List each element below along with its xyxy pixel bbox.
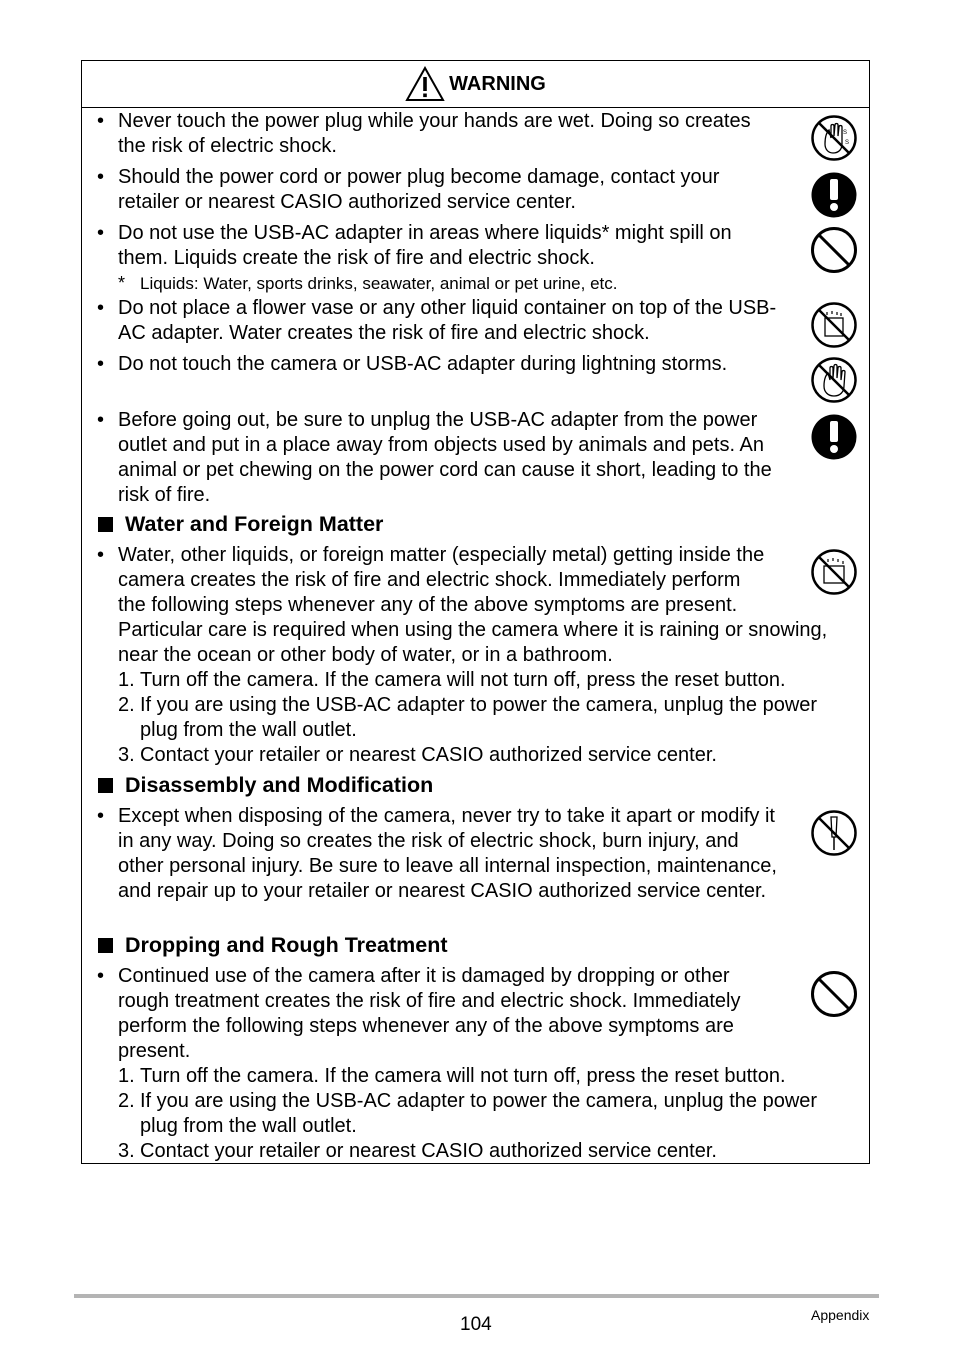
warning-box (81, 60, 870, 1164)
svg-text:S: S (843, 130, 848, 136)
footnote: Liquids: Water, sports drinks, seawater, animal or pet urine, etc. (140, 274, 618, 293)
step-item (118, 743, 858, 768)
section-heading (98, 931, 448, 959)
footer-divider (74, 1294, 879, 1298)
section-text-body: Water, other liquids, or foreign matter (especially metal) getting inside the camera creates the risk of fire and electric shock. Immediately perform the following steps whenever any of the above symptoms are present. Particular care is required when using the camera where it is raining or snowing, near the ocean or other body of water, or in a bathroom. (118, 544, 828, 666)
list-item: Should the power cord or power plug become damage, contact your retailer or nearest CASIO authorized service center. (118, 166, 720, 213)
wet-hands-prohibited-icon (810, 114, 858, 162)
bullet: • (97, 222, 105, 244)
step-number: 3. (118, 744, 135, 766)
mandatory-action-icon (810, 171, 858, 219)
section-text: Continued use of the camera after it is damaged by dropping or other rough treatment creates the risk of fire and electric shock. Immediately perform the following steps whenever any of the above symptoms are present. (118, 965, 741, 1062)
bullet: • (97, 409, 105, 431)
prohibited-icon (810, 970, 858, 1018)
step-number: 2. (118, 1090, 135, 1112)
step-item (118, 1139, 858, 1164)
footnote-mark: * (118, 273, 126, 293)
step-text: If you are using the USB-AC adapter to power the camera, unplug the power plug from the wall outlet. (140, 1090, 818, 1137)
step-number: 3. (118, 1140, 135, 1162)
step-text: Turn off the camera. If the camera will not turn off, press the reset button. (140, 1065, 786, 1087)
section-text-body: Except when disposing of the camera, never try to take it apart or modify it in any way. Doing so creates the risk of electric shock, burn injury, and other personal injury. Be sure to leave all internal inspection, maintenance, and repair up to your retailer or nearest CASIO authorized service center. (118, 805, 777, 902)
do-not-touch-icon (810, 356, 858, 404)
bullet: • (97, 110, 105, 132)
page-number: 104 (460, 1314, 492, 1335)
bullet: • (97, 805, 105, 827)
warning-title: WARNING (449, 72, 546, 95)
bullet: • (97, 166, 105, 188)
section-heading (98, 771, 433, 799)
step-number: 2. (118, 694, 135, 716)
step-item (118, 1089, 858, 1139)
section-text (118, 804, 860, 904)
section-heading (98, 510, 383, 538)
mandatory-action-icon (810, 413, 858, 461)
list-item: Before going out, be sure to unplug the USB-AC adapter from the power outlet and put in a place away from objects used by animals and pets. An animal or pet chewing on the power cord can cause it short, leading to the risk of fire. (118, 409, 772, 506)
footer-section-name: Appendix (811, 1307, 870, 1323)
step-item (118, 1064, 858, 1089)
no-disassembly-icon (810, 809, 858, 857)
step-text: Turn off the camera. If the camera will not turn off, press the reset button. (140, 669, 786, 691)
step-number: 1. (118, 669, 135, 691)
no-liquids-icon (810, 548, 858, 596)
bullet: • (97, 353, 105, 375)
section-title: Dropping and Rough Treatment (125, 933, 448, 957)
section-title: Disassembly and Modification (125, 773, 434, 797)
step-item (118, 668, 858, 693)
svg-text:S: S (845, 140, 850, 146)
prohibited-icon (810, 226, 858, 274)
warning-triangle-icon (405, 66, 445, 102)
list-item: Do not use the USB-AC adapter in areas where liquids* might spill on them. Liquids create the risk of fire and electric shock. (118, 222, 732, 269)
section-text (118, 543, 858, 668)
step-text: If you are using the USB-AC adapter to power the camera, unplug the power plug from the wall outlet. (140, 694, 818, 741)
list-item: Do not place a flower vase or any other liquid container on top of the USB-AC adapter. Water creates the risk of fire and electric shock. (118, 297, 777, 344)
square-bullet-icon (98, 778, 113, 793)
square-bullet-icon (98, 938, 113, 953)
list-item: Never touch the power plug while your hands are wet. Doing so creates the risk of electric shock. (118, 110, 751, 157)
step-text: Contact your retailer or nearest CASIO authorized service center. (140, 744, 717, 766)
step-number: 1. (118, 1065, 135, 1087)
bullet: • (97, 297, 105, 319)
square-bullet-icon (98, 517, 113, 532)
warning-header (82, 61, 869, 108)
step-item (118, 693, 858, 743)
no-liquids-icon (810, 301, 858, 349)
list-item: Do not touch the camera or USB-AC adapter during lightning storms. (118, 353, 728, 375)
section-title: Water and Foreign Matter (125, 512, 384, 536)
step-text: Contact your retailer or nearest CASIO authorized service center. (140, 1140, 717, 1162)
bullet: • (97, 544, 105, 566)
bullet: • (97, 965, 105, 987)
